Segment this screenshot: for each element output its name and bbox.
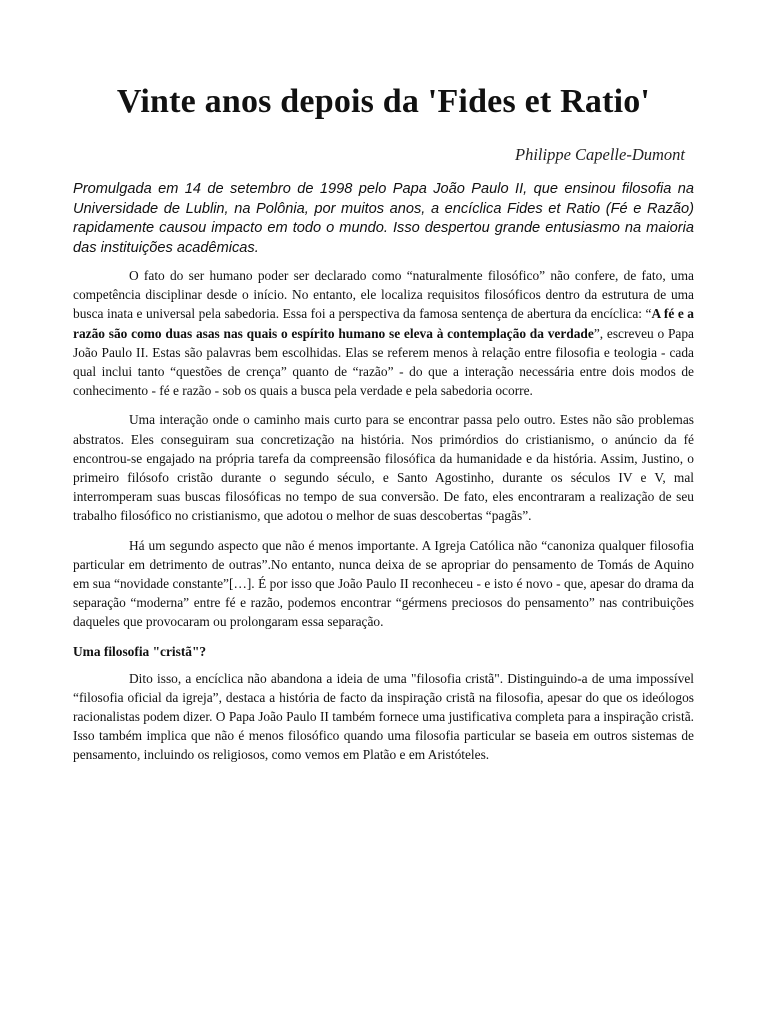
paragraph-4: Dito isso, a encíclica não abandona a ideia de uma "filosofia cristã". Distinguindo-a de uma impossível “filosofia oficial da igreja”, destaca a história de facto da inspiração cristã na filosofia, apesar do que os ideólogos racionalistas podem dizer. O Papa João Paulo II também fornece uma justificativa completa para a inspiração cristã. Isso também implica que não é menos filosófico quando uma filosofia particular se baseia em outros sistemas de pensamento, incluindo os religiosos, como vemos em Platão e em Aristóteles. xyxy=(73,670,694,763)
article-body xyxy=(73,266,694,775)
paragraph-1-text-end: ”, escreveu o Papa João Paulo II. Estas são palavras bem escolhidas. Elas se referem menos à relação entre filosofia e teologia - cada qual inclui tanto “questões de crença” quanto de “razão” - do que a interação necessária entre dois modos de conhecimento - fé e razão - sob os quais a busca pela verdade e pela sabedoria ocorre. xyxy=(73,325,694,399)
paragraph-3: Há um segundo aspecto que não é menos importante. A Igreja Católica não “canoniza qualquer filosofia particular em detrimento de outras”.No entanto, nunca deixa de se apropriar do pensamento de Tomás de Aquino em sua “novidade constante”[…]. É por isso que João Paulo II reconheceu - e isto é novo - que, apesar do drama da separação “moderna” entre fé e razão, podemos encontrar “gérmens preciosos do pensamento” nas contribuições daqueles que provocaram ou prolongaram essa separação. xyxy=(73,537,694,630)
section-heading: Uma filosofia "cristã"? xyxy=(73,643,207,659)
author-byline: Philippe Capelle-Dumont xyxy=(514,145,685,164)
document-title: Vinte anos depois da 'Fides et Ratio' xyxy=(116,83,651,120)
paragraph-1 xyxy=(73,266,694,400)
lead-paragraph: Promulgada em 14 de setembro de 1998 pelo Papa João Paulo II, que ensinou filosofia na Universidade de Lublin, na Polônia, por muitos anos, a encíclica Fides et Ratio (Fé e Razão) rapidamente causou impacto em todo o mundo. Isso despertou grande entusiasmo na maioria das instituições acadêmicas. xyxy=(73,181,694,256)
paragraph-1-text-start: O fato do ser humano poder ser declarado como “naturalmente filosófico” não confere, de fato, uma competência disciplinar desde o início. No entanto, ele localiza requisitos filosóficos dentro da estrutura de uma busca inata e universal pela sabedoria. Essa foi a perspectiva da famosa sentença de abertura da encíclica: “ xyxy=(73,268,694,322)
paragraph-2: Uma interação onde o caminho mais curto para se encontrar passa pelo outro. Estes não são problemas abstratos. Eles conseguiram sua concretização na história. Nos primórdios do cristianismo, o anúncio da fé encontrou-se engajado na própria tarefa da compreensão filosófica da humanidade e da história. Assim, Justino, o primeiro filósofo cristão durante o segundo século, e Santo Agostinho, durante os séculos IV e V, mal interromperam suas buscas filosóficas no tempo de sua conversão. De fato, eles encontraram a realização de seu trabalho filosófico no cristianismo, que adotou o melhor de suas descobertas “pagãs”. xyxy=(73,412,694,524)
encyclical-quote: A fé e a razão são como duas asas nas quais o espírito humano se eleva à contemplação da verdade xyxy=(73,306,694,341)
